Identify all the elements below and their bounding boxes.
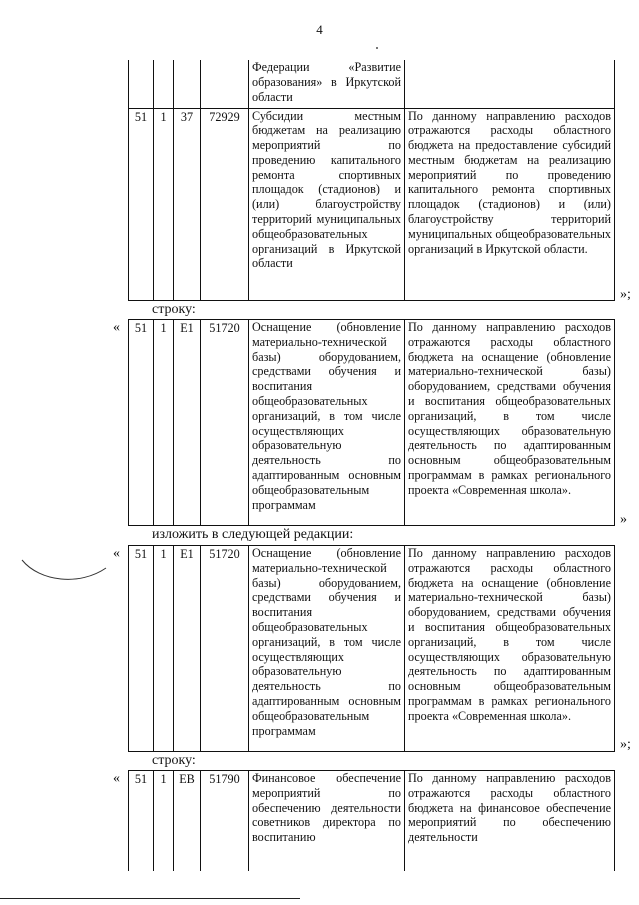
- cell-code-4: 51790: [201, 771, 249, 871]
- table-new-row: [128, 545, 615, 752]
- table-row-51790: [129, 771, 615, 871]
- scan-arc-mark: [20, 556, 108, 586]
- cell-code-2: [154, 60, 174, 108]
- cell-code-4: 72929: [201, 108, 249, 300]
- cell-code-1: 51: [129, 108, 154, 300]
- cell-code-3: [174, 60, 201, 108]
- cell-name: Субсидии местным бюджетам на реализацию мероприятий по проведению капитального ремонта спортивных площадок (стадионов) и (или) благоустройству территорий муниципальных общеобразовательных организаций в Иркутской области: [249, 108, 405, 300]
- opening-quote: «: [113, 771, 120, 786]
- opening-quote: «: [113, 546, 120, 561]
- cell-code-4: 51720: [201, 320, 249, 526]
- cell-code-1: 51: [129, 546, 154, 752]
- table-row-72929: [129, 108, 615, 300]
- table-next-row: [128, 770, 615, 871]
- cell-code-1: 51: [129, 771, 154, 871]
- cell-code-3: EB: [174, 771, 201, 871]
- cell-code-3: 37: [174, 108, 201, 300]
- cell-name: Оснащение (обновление материально-технической базы) оборудованием, средствами обучения и воспитания общеобразовательных организаций, в том числе осуществляющих образовательную деятельность по адаптированным основным общеобразовательным программам: [249, 320, 405, 526]
- cell-code-1: [129, 60, 154, 108]
- cell-description: [405, 60, 615, 108]
- caption-row-label: строку:: [152, 753, 196, 768]
- closing-quote: »: [620, 512, 627, 527]
- closing-quote: »;: [620, 737, 631, 752]
- cell-description: По данному направлению расходов отражаются расходы областного бюджета на оснащение (обновление материально-технической базы) оборудованием, средствами обучения и воспитания общеобразовательных организаций, в том числе осуществляющих образовательную деятельность по адаптированным основным общеобразовательным программам в рамках регионального проекта «Современная школа».: [405, 546, 615, 752]
- cell-code-4: 51720: [201, 546, 249, 752]
- cell-code-4: [201, 60, 249, 108]
- cell-code-1: 51: [129, 320, 154, 526]
- cell-code-3: E1: [174, 320, 201, 526]
- table-row-51720-old: [129, 320, 615, 526]
- table-row-51720-new: [129, 546, 615, 752]
- cell-code-2: 1: [154, 108, 174, 300]
- table-current-rows: [128, 60, 615, 301]
- cell-code-2: 1: [154, 320, 174, 526]
- cell-description: По данному направлению расходов отражаются расходы областного бюджета на предоставление субсидий местным бюджетам на реализацию мероприятий по проведению капитального ремонта спортивных площадок (стадионов) и (или) благоустройству территорий муниципальных общеобразовательных организаций в Иркутской области.: [405, 108, 615, 300]
- table-row-continued: [129, 60, 615, 108]
- cell-name: Федерации «Развитие образования» в Иркутской области: [249, 60, 405, 108]
- cell-name: Оснащение (обновление материально-технической базы) оборудованием, средствами обучения и воспитания общеобразовательных организаций, в том числе осуществляющих образовательную деятельность по адаптированным основным общеобразовательным программам: [249, 546, 405, 752]
- closing-quote: »;: [620, 287, 631, 302]
- cell-code-2: 1: [154, 546, 174, 752]
- footer-rule: [0, 898, 300, 899]
- page-number: 4: [316, 22, 323, 37]
- caption-row-label: строку:: [152, 302, 196, 317]
- cell-description: По данному направлению расходов отражаются расходы областного бюджета на финансовое обеспечение мероприятий по обеспечению деятельности: [405, 771, 615, 871]
- table-old-row: [128, 319, 615, 526]
- cell-code-2: 1: [154, 771, 174, 871]
- cell-description: По данному направлению расходов отражаются расходы областного бюджета на оснащение (обновление материально-технической базы) оборудованием, средствами обучения и воспитания общеобразовательных организаций, в том числе осуществляющих образовательную деятельность по адаптированным основным общеобразовательным программам в рамках регионального проекта «Современная школа».: [405, 320, 615, 526]
- caption-new-edition: изложить в следующей редакции:: [152, 527, 354, 542]
- cell-name: Финансовое обеспечение мероприятий по обеспечению деятельности советников директора по воспитанию: [249, 771, 405, 871]
- cell-code-3: E1: [174, 546, 201, 752]
- scan-speck: [376, 47, 378, 49]
- opening-quote: «: [113, 320, 120, 335]
